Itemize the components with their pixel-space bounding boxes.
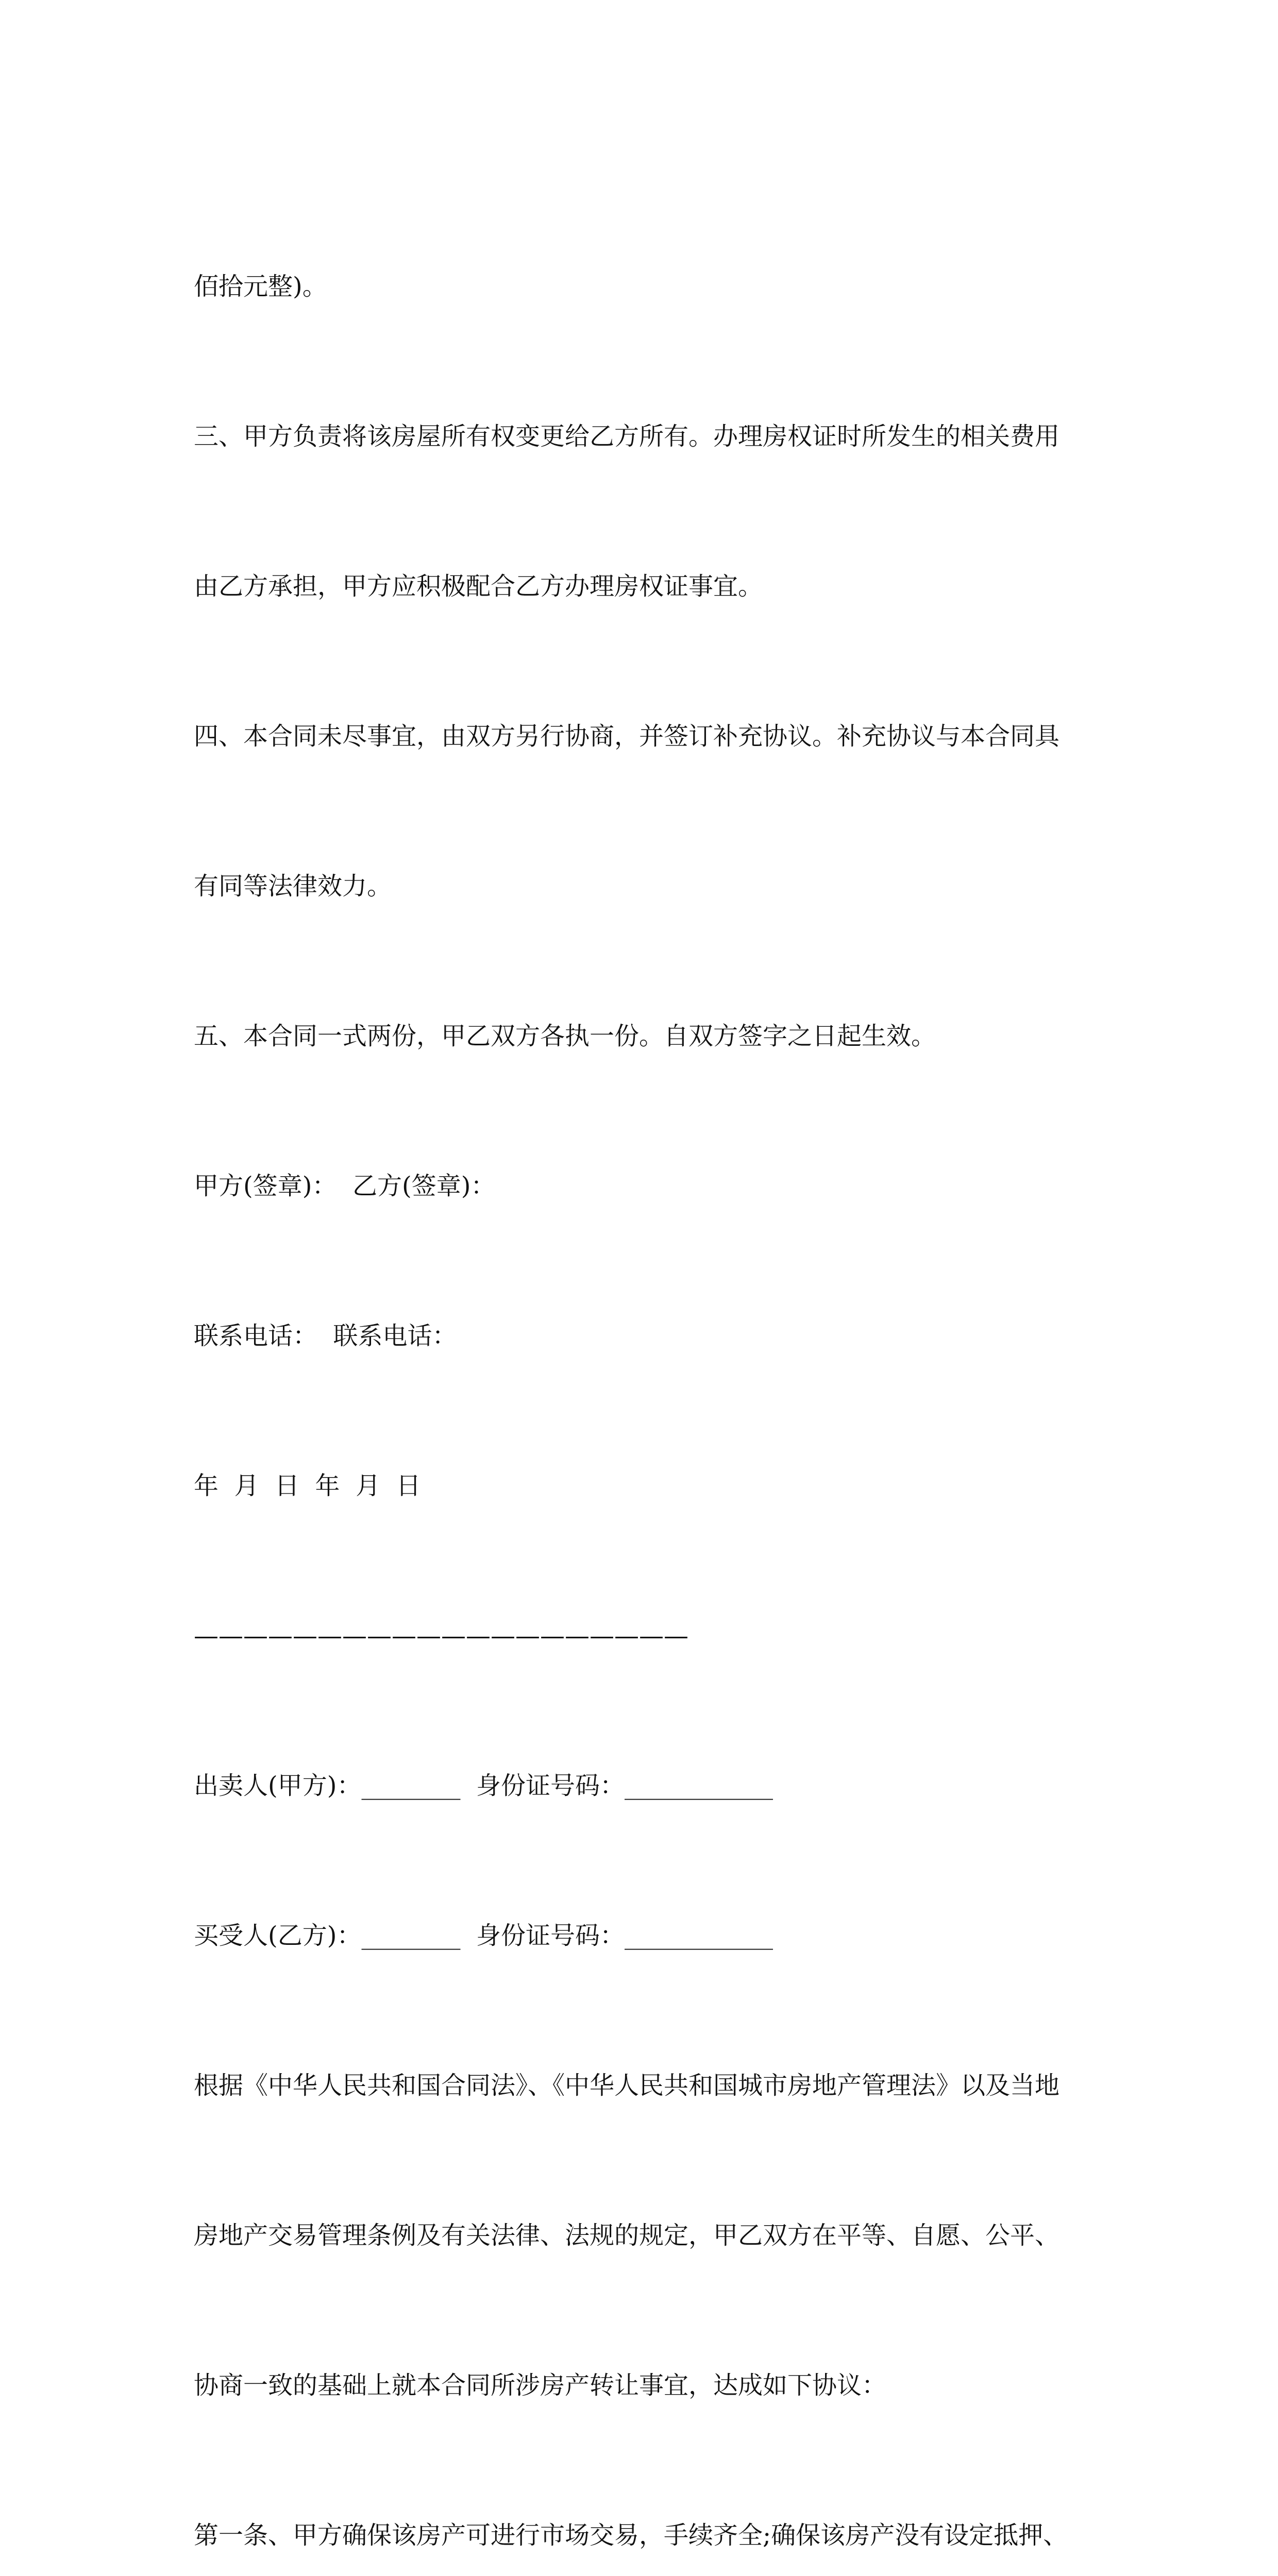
text-line: 佰拾元整)。 (194, 272, 327, 301)
text-line: 根据《中华人民共和国合同法》、《中华人民共和国城市房地产管理法》以及当地 (194, 2071, 1060, 2100)
phone-line: 联系电话： 联系电话： (194, 1321, 457, 1350)
seller-line: 出卖人(甲方)：________ 身份证号码：____________ (194, 1771, 773, 1800)
section-divider: ———————————————————— (194, 1621, 688, 1650)
text-line: 五、本合同一式两份，甲乙双方各执一份。自双方签字之日起生效。 (194, 1022, 936, 1050)
signature-line: 甲方(签章)： 乙方(签章)： (194, 1172, 496, 1200)
contract-text (194, 162, 1101, 2576)
text-line: 三、甲方负责将该房屋所有权变更给乙方所有。办理房权证时所发生的相关费用 (194, 422, 1060, 451)
text-line: 有同等法律效力。 (194, 872, 392, 901)
text-line: 由乙方承担，甲方应积极配合乙方办理房权证事宜。 (194, 572, 763, 601)
text-line: 房地产交易管理条例及有关法律、法规的规定，甲乙双方在平等、自愿、公平、 (194, 2221, 1060, 2250)
text-line: 四、本合同未尽事宜，由双方另行协商，并签订补充协议。补充协议与本合同具 (194, 722, 1060, 751)
text-line: 第一条、甲方确保该房产可进行市场交易，手续齐全;确保该房产没有设定抵押、 (194, 2521, 1068, 2550)
text-line: 协商一致的基础上就本合同所涉房产转让事宜，达成如下协议： (194, 2371, 887, 2400)
buyer-line: 买受人(乙方)：________ 身份证号码：____________ (194, 1921, 773, 1950)
date-line: 年 月 日 年 月 日 (194, 1471, 421, 1500)
